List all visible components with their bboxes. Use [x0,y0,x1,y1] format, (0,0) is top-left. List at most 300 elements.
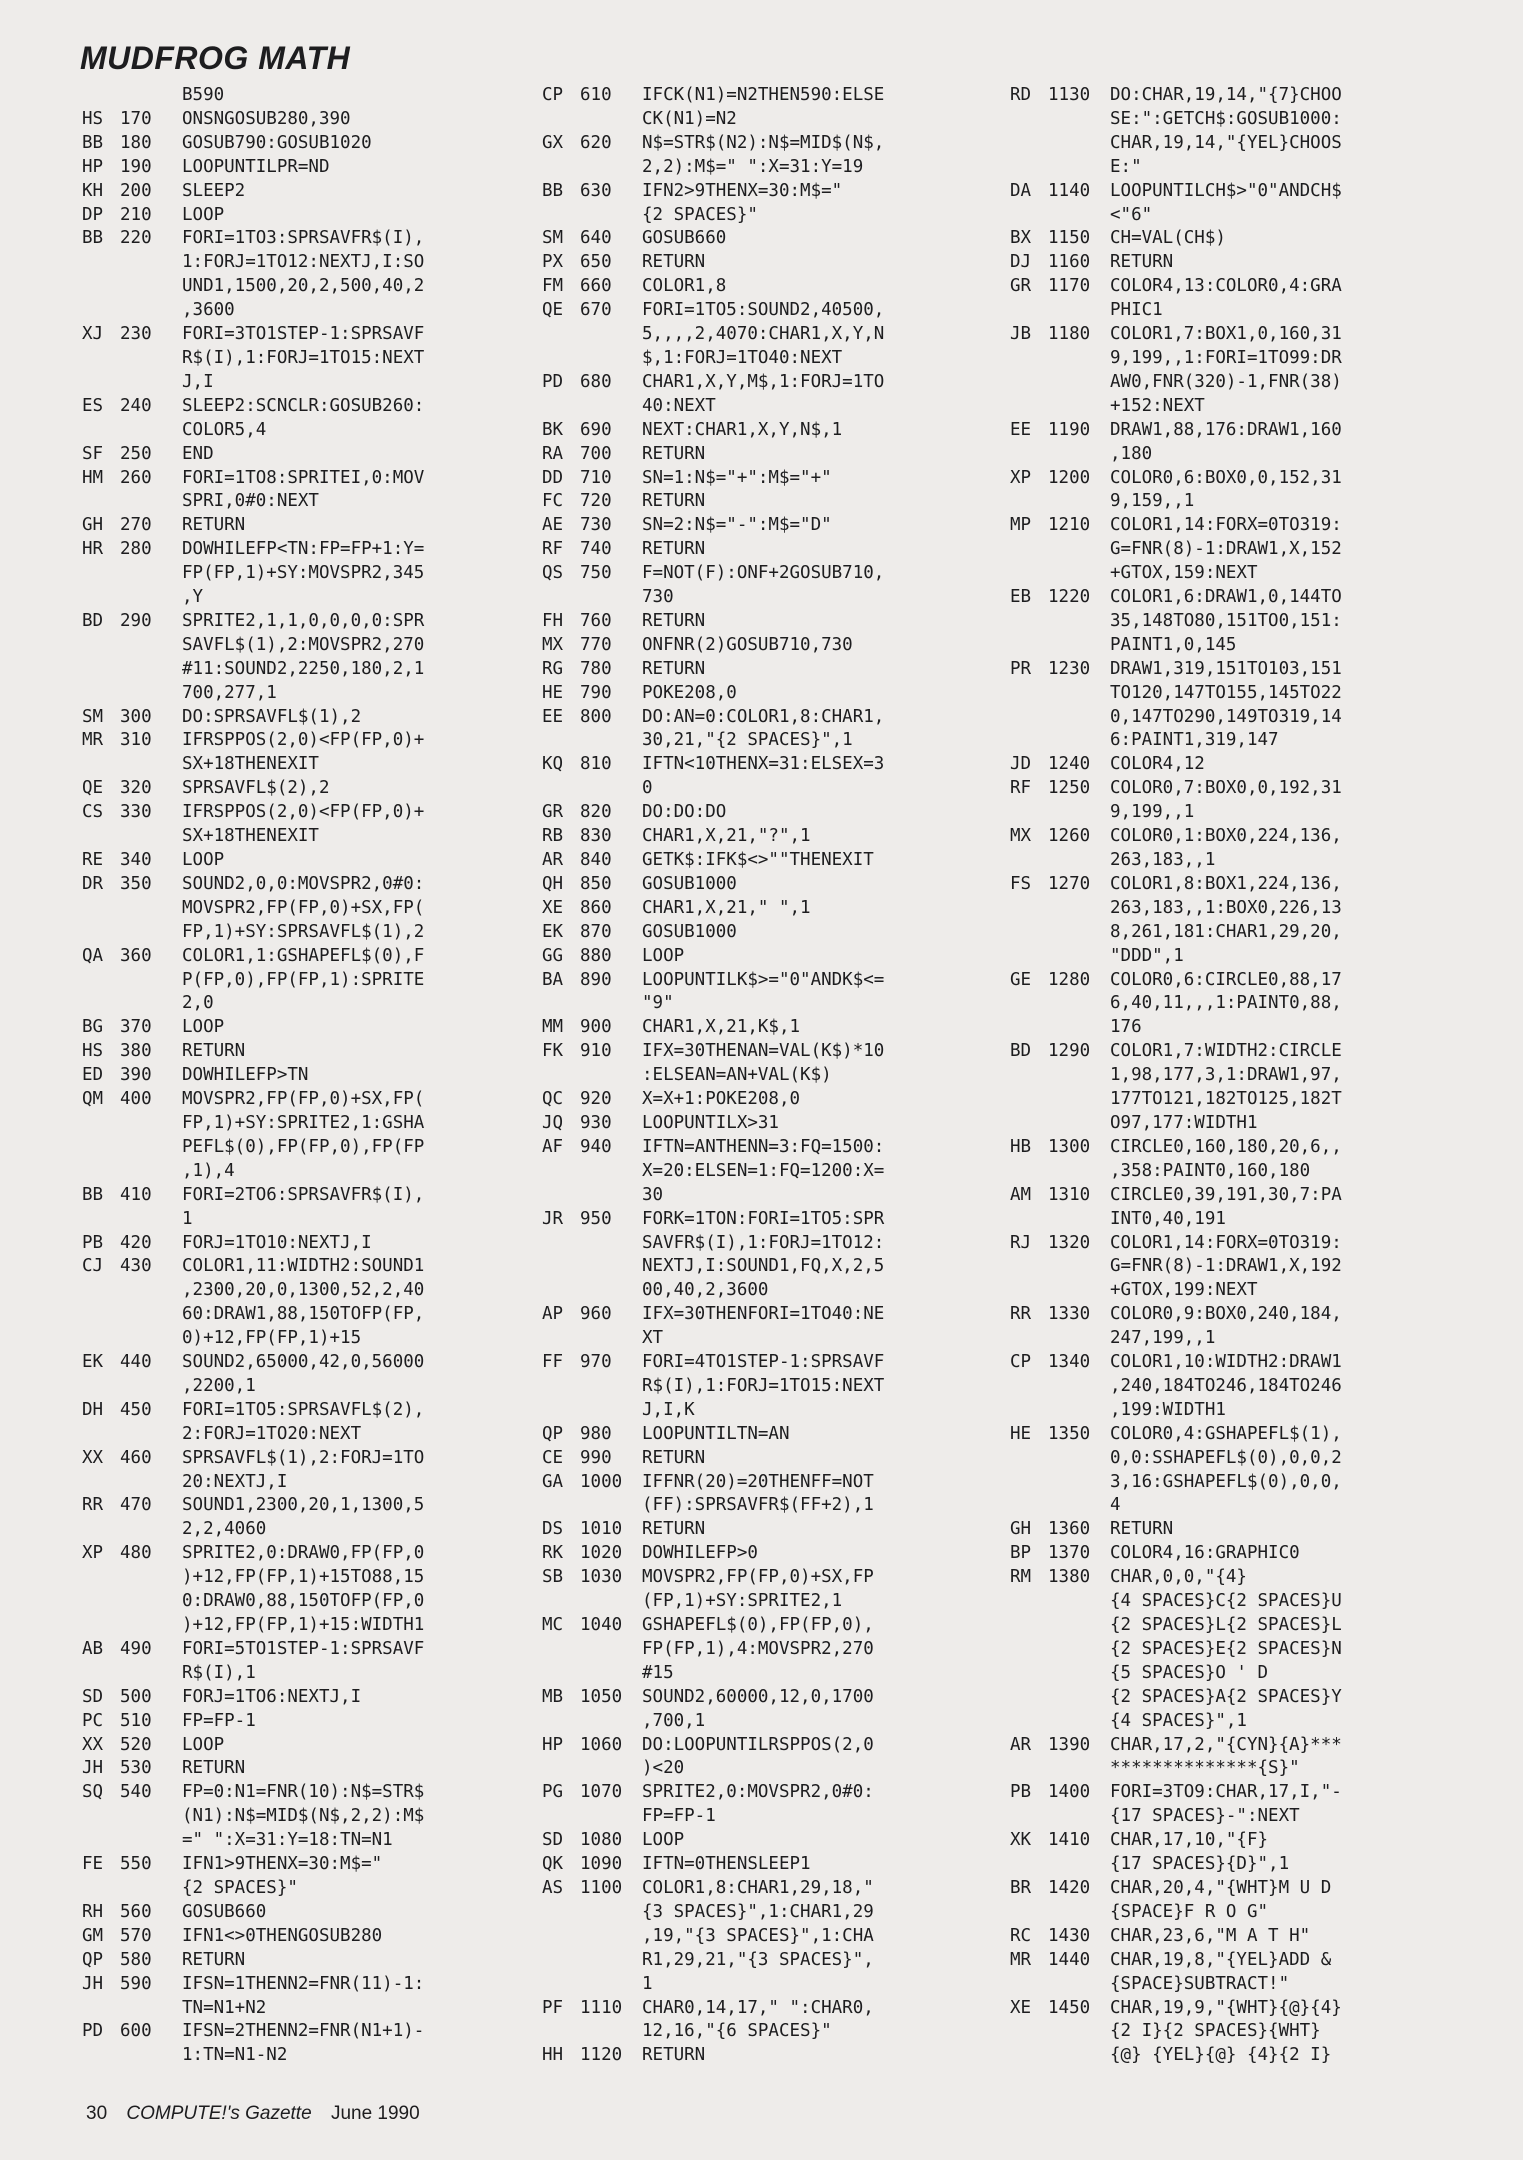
code-text: CHAR1,X,21,K$,1 [642,1017,801,1038]
line-number: 320 [120,778,152,799]
code-line [542,490,982,514]
line-number: 1280 [1048,969,1091,990]
line-number: 180 [120,132,152,153]
line-number: 640 [580,228,612,249]
code-text: X=X+1:POKE208,0 [642,1089,801,1110]
code-text: FP=FP-1 [182,1710,256,1731]
line-number: 610 [580,85,612,105]
checksum: PR [1010,658,1032,679]
code-line [542,299,982,371]
code-line [1010,467,1480,515]
checksum: AS [542,1877,564,1898]
code-text: LOOP [182,1017,225,1038]
code-line [542,1686,982,1734]
code-text: SPRSAVFL$(2),2 [182,778,330,799]
code-text: NEXT:CHAR1,X,Y,N$,1 [642,419,843,440]
checksum: PC [82,1710,104,1731]
code-text: LOOP [642,1830,685,1851]
code-line [82,873,522,945]
code-line [542,1997,982,2045]
code-line [542,1877,982,1997]
checksum: HP [542,1734,564,1755]
line-number: 1140 [1048,180,1091,201]
checksum: AM [1010,1184,1032,1205]
checksum: BB [82,132,104,153]
code-text: IFTN<10THENX=31:ELSEX=3 0 [642,754,885,799]
checksum: PX [542,252,564,273]
checksum: DS [542,1519,564,1540]
checksum: SM [542,228,564,249]
checksum: SB [542,1567,564,1588]
checksum: XP [82,1543,104,1564]
checksum: FM [542,276,564,297]
code-line [1010,1566,1480,1733]
code-line [82,1638,522,1686]
checksum: HR [82,539,104,560]
checksum: CP [1010,1352,1032,1373]
code-text: FORJ=1TO6:NEXTJ,I [182,1686,362,1707]
code-line [1010,873,1480,969]
checksum: RC [1010,1925,1032,1946]
code-text: GOSUB660 [642,228,727,249]
code-text: FORI=2TO6:SPRSAVFR$(I), 1 [182,1184,425,1229]
line-number: 740 [580,539,612,560]
line-number: 1030 [580,1567,623,1588]
line-number: 1450 [1048,1997,1091,2018]
code-line [542,443,982,467]
checksum: BX [1010,228,1032,249]
code-text: SN=2:N$="-":M$="D" [642,515,832,536]
code-line [542,1112,982,1136]
code-line [1010,1303,1480,1351]
checksum: XJ [82,324,104,345]
code-text: SPRITE2,0:MOVSPR2,0#0: FP=FP-1 [642,1782,874,1827]
checksum: FF [542,1352,564,1373]
code-line [542,1542,982,1566]
code-text: CHAR1,X,21,"?",1 [642,826,811,847]
code-line [542,634,982,658]
line-number: 1130 [1048,85,1091,105]
listing-column-1 [82,84,522,2068]
code-text: SOUND2,0,0:MOVSPR2,0#0: MOVSPR2,FP(FP,0)+SX,FP( FP,1)+SY:SPRSAVFL$(1),2 [182,873,425,942]
code-text: COLOR0,4:GSHAPEFL$(1), 0,0:SSHAPEFL$(0),0,0,2 3,16:GSHAPEFL$(0),0,0, 4 [1110,1423,1342,1516]
checksum: HE [1010,1423,1032,1444]
code-text: MOVSPR2,FP(FP,0)+SX,FP (FP,1)+SY:SPRITE2,1 [642,1567,874,1612]
checksum [82,84,120,108]
checksum: RG [542,658,564,679]
checksum: AB [82,1638,104,1659]
code-text: POKE208,0 [642,682,737,703]
checksum: BB [82,1184,104,1205]
code-line [1010,1184,1480,1232]
checksum: DA [1010,180,1032,201]
code-line [82,1757,522,1781]
code-text: SPRITE2,1,1,0,0,0,0:SPR SAVFL$(1),2:MOVSPR2,270 #11:SOUND2,2250,180,2,1 700,277,1 [182,610,425,703]
checksum: HM [82,467,104,488]
line-number: 310 [120,730,152,751]
checksum: RH [82,1901,104,1922]
code-text: RETURN [642,658,706,679]
code-line [542,180,982,228]
line-number: 1270 [1048,873,1091,894]
code-text: IFSN=2THENN2=FNR(N1+1)- 1:TN=N1-N2 [182,2021,425,2066]
code-line [82,706,522,730]
code-line [542,610,982,634]
checksum: SD [82,1686,104,1707]
line-number: 1260 [1048,826,1091,847]
checksum: HE [542,682,564,703]
line-number: 450 [120,1399,152,1420]
code-text: FORI=1TO5:SPRSAVFL$(2), 2:FORJ=1TO20:NEXT [182,1399,425,1444]
code-text: COLOR0,1:BOX0,224,136, 263,183,,1 [1110,826,1342,870]
page-title: MUDFROG MATH [80,40,351,76]
code-line [82,467,522,515]
code-line [542,1447,982,1471]
code-line [82,729,522,777]
code-line [82,1973,522,2021]
checksum: ED [82,1065,104,1086]
line-number: 550 [120,1854,152,1875]
line-number: 470 [120,1495,152,1516]
code-line [542,1136,982,1208]
code-text: CHAR,0,0,"{4} {4 SPACES}C{2 SPACES}U {2 SPACES}L{2 SPACES}L {2 SPACES}E{2 SPACES}N {5 SPACES}O ' D {2 SPACES}A{2 SPACES}Y {4 SPACES}",1 [1110,1567,1342,1731]
checksum: EB [1010,587,1032,608]
checksum: HS [82,1041,104,1062]
code-text: GSHAPEFL$(0),FP(FP,0), FP(FP,1),4:MOVSPR2,270 #15 [642,1615,874,1683]
code-text: LOOPUNTILX>31 [642,1112,779,1133]
code-text: LOOPUNTILPR=ND [182,156,330,177]
line-number: 1440 [1048,1949,1091,1970]
checksum: RK [542,1543,564,1564]
line-number: 1080 [580,1830,623,1851]
code-text: COLOR0,6:CIRCLE0,88,17 6,40,11,,,1:PAINT0,88, 176 [1110,969,1342,1038]
code-text: GOSUB790:GOSUB1020 [182,132,372,153]
line-number: 810 [580,754,612,775]
code-text: RETURN [182,515,246,536]
checksum: MP [1010,515,1032,536]
line-number: 540 [120,1782,152,1803]
code-text: COLOR1,8:CHAR1,29,18," {3 SPACES}",1:CHAR1,29 ,19,"{3 SPACES}",1:CHA R1,29,21,"{3 SPACES}", 1 [642,1877,874,1994]
checksum: QE [542,300,564,321]
line-number: 1320 [1048,1232,1091,1253]
line-number: 170 [120,108,152,129]
code-text: SLEEP2 [182,180,246,201]
page-number: 30 [86,2103,108,2124]
line-number: 290 [120,610,152,631]
checksum: PD [82,2021,104,2042]
code-line [1010,1781,1480,1829]
code-line [82,538,522,610]
checksum: JB [1010,324,1032,345]
line-number: 700 [580,443,612,464]
code-line [1010,84,1480,180]
line-number: 840 [580,850,612,870]
line-number: 210 [120,204,152,225]
checksum: DR [82,873,104,894]
listing-column-2 [542,84,982,2068]
code-line [1010,1949,1480,1997]
code-line [82,1351,522,1399]
checksum: QP [82,1949,104,1970]
code-text: IFCK(N1)=N2THEN590:ELSE CK(N1)=N2 [642,85,885,129]
code-line [82,1781,522,1853]
code-line [82,1040,522,1064]
code-text: IFN1<>0THENGOSUB280 [182,1925,383,1946]
code-line [542,1566,982,1614]
checksum: RD [1010,85,1032,105]
code-line [542,1518,982,1542]
line-number: 750 [580,563,612,584]
code-line [82,1088,522,1184]
line-number: 1420 [1048,1877,1091,1898]
code-text: SLEEP2:SCNCLR:GOSUB260: COLOR5,4 [182,395,425,440]
code-text: IFX=30THENAN=VAL(K$)*10 :ELSEAN=AN+VAL(K$) [642,1041,885,1086]
code-text: SN=1:N$="+":M$="+" [642,467,832,488]
checksum: BG [82,1017,104,1038]
checksum: DJ [1010,252,1032,273]
checksum: BK [542,419,564,440]
line-number: 240 [120,395,152,416]
code-text: COLOR1,11:WIDTH2:SOUND1 ,2300,20,0,1300,52,2,40 60:DRAW1,88,150TOFP(FP, 0)+12,FP(FP,1)+15 [182,1256,425,1349]
line-number: 980 [580,1423,612,1444]
code-line [542,227,982,251]
code-text: RETURN [642,2045,706,2066]
line-number: 430 [120,1256,152,1277]
line-number: 360 [120,945,152,966]
code-line [1010,658,1480,754]
code-text: COLOR1,7:BOX1,0,160,31 9,199,,1:FORI=1TO99:DR AW0,FNR(320)-1,FNR(38) +152:NEXT [1110,324,1342,416]
checksum: JR [542,1208,564,1229]
code-line [1010,227,1480,251]
code-text: CHAR,19,8,"{YEL}ADD & {SPACE}SUBTRACT!" [1110,1949,1332,1994]
checksum: QH [542,873,564,894]
checksum: QM [82,1089,104,1110]
line-number: 1380 [1048,1567,1091,1588]
code-line [542,2044,982,2068]
checksum: RF [542,539,564,560]
line-number: 1110 [580,1997,623,2018]
checksum: XE [542,897,564,918]
code-text: DOWHILEFP>TN [182,1065,309,1086]
checksum: RM [1010,1567,1032,1588]
code-text: LOOPUNTILCH$>"0"ANDCH$ <"6" [1110,180,1342,225]
checksum: MC [542,1615,564,1635]
code-line [542,1614,982,1686]
code-text: FORI=4TO1STEP-1:SPRSAVF R$(I),1:FORJ=1TO15:NEXT J,I,K [642,1352,885,1420]
code-text: GOSUB1000 [642,921,737,942]
checksum: PG [542,1782,564,1803]
line-number: 1120 [580,2045,623,2066]
code-text: MOVSPR2,FP(FP,0)+SX,FP( FP,1)+SY:SPRITE2,1:GSHA PEFL$(0),FP(FP,0),FP(FP ,1),4 [182,1089,425,1181]
code-text: DO:LOOPUNTILRSPPOS(2,0 )<20 [642,1734,874,1779]
code-text: COLOR1,8 [642,276,727,297]
code-line [1010,1232,1480,1304]
code-line [542,945,982,969]
checksum: RR [1010,1304,1032,1325]
code-line [542,371,982,419]
code-line [1010,1518,1480,1542]
line-number: 220 [120,228,152,249]
checksum: HB [1010,1136,1032,1157]
checksum: XE [1010,1997,1032,2018]
line-number: 1180 [1048,324,1091,345]
code-line [82,1710,522,1734]
code-text: LOOPUNTILK$>="0"ANDK$<= "9" [642,969,885,1014]
line-number: 530 [120,1758,152,1779]
code-line [82,323,522,395]
code-line [82,1949,522,1973]
code-text: RETURN [642,539,706,560]
code-line [82,1064,522,1088]
code-text: CHAR,23,6,"M A T H" [1110,1925,1311,1946]
code-line [1010,180,1480,228]
line-number: 690 [580,419,612,440]
code-line [1010,1997,1480,2069]
checksum: DH [82,1399,104,1420]
checksum: DP [82,204,104,225]
line-number: 1200 [1048,467,1091,488]
code-line [1010,1351,1480,1423]
code-line [1010,251,1480,275]
code-text: RETURN [642,252,706,273]
checksum: GG [542,945,564,966]
code-line [542,897,982,921]
code-text: CHAR,19,9,"{WHT}{@}{4} {2 I}{2 SPACES}{WHT} {@} {YEL}{@} {4}{2 I} [1110,1997,1342,2066]
code-text: IFTN=0THENSLEEP1 [642,1854,811,1875]
line-number: 1240 [1048,754,1091,775]
line-number: 1220 [1048,587,1091,608]
checksum: BP [1010,1543,1032,1564]
line-number: 620 [580,132,612,153]
line-number: 1150 [1048,228,1091,249]
code-text: COLOR1,10:WIDTH2:DRAW1 ,240,184TO246,184TO246 ,199:WIDTH1 [1110,1352,1342,1420]
checksum: XK [1010,1830,1032,1851]
line-number: 1230 [1048,658,1091,679]
checksum: KQ [542,754,564,775]
line-number: 1330 [1048,1304,1091,1325]
checksum: XP [1010,467,1032,488]
code-line [542,1781,982,1829]
checksum: JH [82,1758,104,1779]
line-number: 460 [120,1447,152,1468]
line-number: 720 [580,491,612,512]
code-text: LOOP [182,850,225,870]
line-number: 1160 [1048,252,1091,273]
checksum: PF [542,1997,564,2018]
code-line [1010,777,1480,825]
line-number: 890 [580,969,612,990]
line-number: 930 [580,1112,612,1133]
checksum: XX [82,1447,104,1468]
checksum: JH [82,1973,104,1994]
line-number: 1310 [1048,1184,1091,1205]
checksum: MX [1010,826,1032,847]
checksum: MX [542,634,564,655]
code-line [542,514,982,538]
code-line [82,945,522,1017]
line-number: 280 [120,539,152,560]
checksum: BB [542,180,564,201]
line-number: 1190 [1048,419,1091,440]
line-number: 870 [580,921,612,942]
checksum: RE [82,850,104,870]
line-number: 490 [120,1638,152,1659]
code-line [82,1494,522,1542]
code-line [82,108,522,132]
code-text: DOWHILEFP<TN:FP=FP+1:Y= FP(FP,1)+SY:MOVSPR2,345 ,Y [182,539,425,608]
line-number: 380 [120,1041,152,1062]
code-text: FORI=5TO1STEP-1:SPRSAVF R$(I),1 [182,1638,425,1683]
code-line [1010,1877,1480,1925]
code-line [82,227,522,323]
checksum: SF [82,443,104,464]
code-text: CH=VAL(CH$) [1110,228,1226,249]
checksum: GR [542,802,564,823]
code-text: GETK$:IFK$<>""THENEXIT [642,850,874,870]
line-number: 230 [120,324,152,345]
line-number: 570 [120,1925,152,1946]
line-number: 960 [580,1304,612,1325]
checksum: BR [1010,1877,1032,1898]
checksum: HP [82,156,104,177]
line-number: 580 [120,1949,152,1970]
line-number: 1430 [1048,1925,1091,1946]
line-number: 970 [580,1352,612,1373]
checksum: PB [82,1232,104,1253]
issue-date: June 1990 [330,2103,420,2124]
code-line [82,395,522,443]
line-number: 880 [580,945,612,966]
code-line [1010,1542,1480,1566]
code-line [542,753,982,801]
code-line [82,180,522,204]
code-line [82,1853,522,1901]
checksum: AF [542,1136,564,1157]
code-line [82,1399,522,1447]
line-number: 560 [120,1901,152,1922]
line-number: 800 [580,706,612,727]
code-line [1010,969,1480,1041]
code-line [542,825,982,849]
code-line [82,801,522,849]
code-text: GOSUB1000 [642,873,737,894]
checksum: FH [542,610,564,631]
code-text: DO:AN=0:COLOR1,8:CHAR1, 30,21,"{2 SPACES}",1 [642,706,885,751]
code-text: IFRSPPOS(2,0)<FP(FP,0)+ SX+18THENEXIT [182,802,425,847]
code-line [542,849,982,873]
checksum: JD [1010,754,1032,775]
line-number: 510 [120,1710,152,1731]
code-line [542,682,982,706]
checksum: BA [542,969,564,990]
code-line [1010,825,1480,873]
code-text: COLOR1,14:FORX=0TO319: G=FNR(8)-1:DRAW1,X,192 +GTOX,199:NEXT [1110,1232,1342,1301]
checksum: AR [1010,1734,1032,1755]
checksum: PB [1010,1782,1032,1803]
code-line [542,1829,982,1853]
line-number: 260 [120,467,152,488]
code-line [542,1088,982,1112]
code-text: IFSN=1THENN2=FNR(11)-1: TN=N1+N2 [182,1973,425,2018]
code-line [82,2020,522,2068]
line-number: 1390 [1048,1734,1091,1755]
checksum: BD [1010,1041,1032,1062]
code-line [1010,419,1480,467]
checksum: SQ [82,1782,104,1803]
code-line [542,1208,982,1304]
checksum: FK [542,1041,564,1062]
code-line [542,873,982,897]
